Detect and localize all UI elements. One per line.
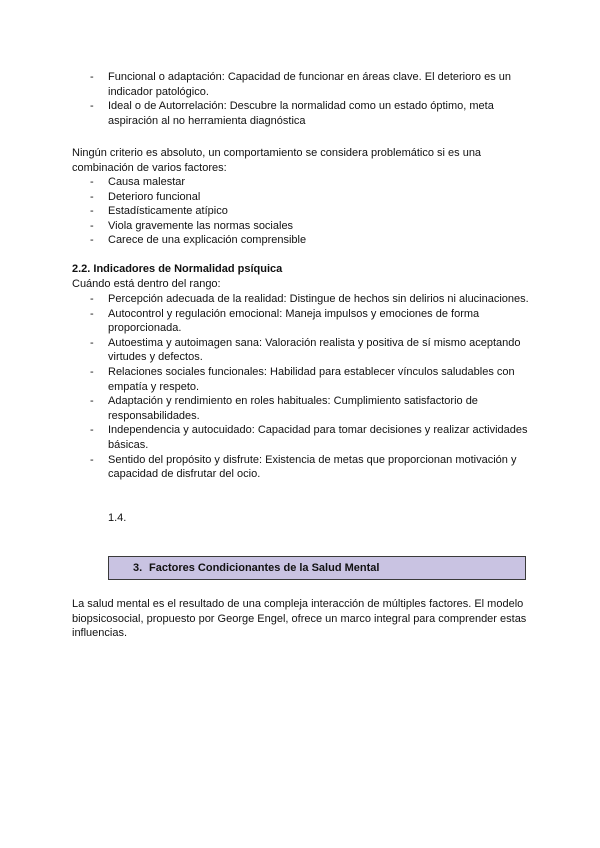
- factors-list: [72, 175, 532, 248]
- section-3-heading-box: [108, 556, 526, 580]
- list-item: - Relaciones sociales funcionales: Habilidad para establecer vínculos saludables con empatía y respeto.: [72, 365, 532, 394]
- list-item: - Ideal o de Autorrelación: Descubre la normalidad como un estado óptimo, meta aspiración al no herramienta diagnóstica: [72, 99, 532, 128]
- criteria-intro-paragraph: Ningún criterio es absoluto, un comportamiento se considera problemático si es una combinación de varios factores:: [72, 147, 482, 174]
- section-3-title: Factores Condicionantes de la Salud Mental: [149, 562, 380, 574]
- list-item: - Adaptación y rendimiento en roles habituales: Cumplimiento satisfactorio de responsabilidades.: [72, 394, 532, 423]
- list-item: - Estadísticamente atípico: [72, 204, 532, 219]
- criteria-list-top: [72, 70, 532, 128]
- list-item: - Deterioro funcional: [72, 190, 532, 205]
- normality-indicators-list: [72, 292, 532, 482]
- list-item: - Autoestima y autoimagen sana: Valoración realista y positiva de sí mismo aceptando virtudes y defectos.: [72, 336, 532, 365]
- section-2-2-intro: Cuándo está dentro del rango:: [72, 278, 221, 290]
- section-heading-2-2: 2.2. Indicadores de Normalidad psíquica: [72, 263, 283, 275]
- trailing-numbering: 1.4.: [108, 512, 127, 524]
- closing-paragraph: La salud mental es el resultado de una compleja interacción de múltiples factores. El modelo biopsicosocial, propuesto por George Engel, ofrece un marco integral para comprender estas influencias.: [72, 598, 527, 640]
- list-item: - Percepción adecuada de la realidad: Distingue de hechos sin delirios ni alucinaciones.: [72, 292, 532, 307]
- list-item: - Carece de una explicación comprensible: [72, 233, 532, 248]
- list-item: - Sentido del propósito y disfrute: Existencia de metas que proporcionan motivación y capacidad de disfrutar del ocio.: [72, 453, 532, 482]
- list-item: - Autocontrol y regulación emocional: Maneja impulsos y emociones de forma proporcionada.: [72, 307, 532, 336]
- list-item: - Causa malestar: [72, 175, 532, 190]
- section-3-number: 3.: [133, 562, 143, 574]
- list-item: - Funcional o adaptación: Capacidad de funcionar en áreas clave. El deterioro es un indicador patológico.: [72, 70, 532, 99]
- list-item: - Viola gravemente las normas sociales: [72, 219, 532, 234]
- list-item: - Independencia y autocuidado: Capacidad para tomar decisiones y realizar actividades básicas.: [72, 423, 532, 452]
- section-3-heading: [133, 561, 379, 576]
